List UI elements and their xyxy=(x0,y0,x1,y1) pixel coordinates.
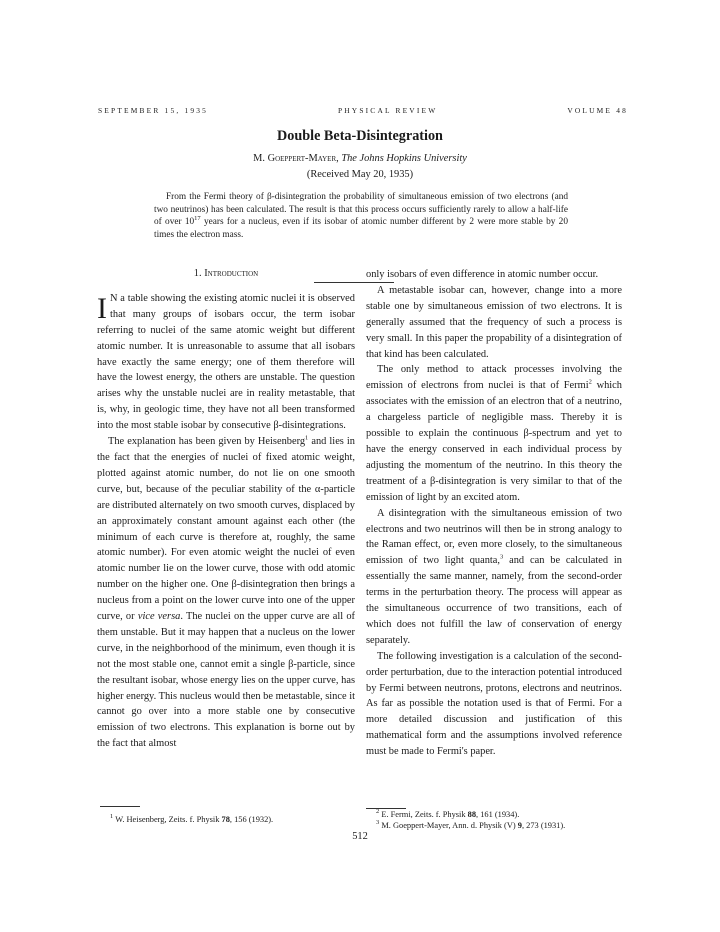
left-paragraph-1-text: N a table showing the existing atomic nuclei it is observed that many groups of isobars occur, the term isobar referring to nuclei of the same atomic weight but different atomic number. It is unreasonable to assume that all isobars have exactly the same energy; one of them therefore will have the lowest energy, the others are unstable. The question arises why the unstable nuclei are in reality metastable, that is, why, in geologic time, they have not all been transformed into the most stable isobar by consecutive β-disintegrations. xyxy=(97,292,355,432)
page-number: 512 xyxy=(352,831,368,842)
right-paragraph-3 xyxy=(366,506,622,649)
footnote-3 xyxy=(366,820,622,831)
right-p3-text-b: and can be calculated in essentially the same manner, namely, from the second-order terms in the perturbation theory. The process will appear as the simultaneous occurrence of two transitions, each of which does not fulfill the law of conservation of energy separately. xyxy=(366,555,622,646)
footnote-2-number: 2 xyxy=(376,808,380,816)
drop-cap: I xyxy=(97,291,107,325)
footnote-2 xyxy=(366,809,622,820)
right-paragraph-0: only isobars of even difference in atomic number occur. xyxy=(366,269,599,280)
author-affiliation: The Johns Hopkins University xyxy=(341,153,467,164)
paper-title: Double Beta-Disintegration xyxy=(277,128,443,144)
footnote-1-rest: , 156 (1932). xyxy=(229,815,274,824)
left-column xyxy=(97,266,355,752)
footnote-2-volume: 88 xyxy=(467,810,477,819)
header-journal: PHYSICAL REVIEW xyxy=(337,106,438,115)
abstract-exponent: 17 xyxy=(194,215,201,223)
left-p2-text-a: The explanation has been given by Heisenberg xyxy=(108,436,306,448)
footnote-1-number: 1 xyxy=(110,813,114,821)
left-p2-text-c: . The nuclei on the upper curve are all of them unstable. But it may happen that a nucleus on the lower curve, in the neighborhood of the minimum, even though it is not the most stable one, cannot emit a single β-particle, since the resultant isobar, whose energy lies on the upper curve, has higher energy. This nucleus would then be metastable, since it cannot go over into a more stable one by consecutive emission of two electrons. This explanation is borne out by the fact that almost xyxy=(97,611,356,750)
right-paragraph-2 xyxy=(366,362,622,505)
footnote-2-text: E. Fermi, Zeits. f. Physik xyxy=(379,810,468,819)
section-number: 1. xyxy=(193,268,205,279)
footnote-rule-left xyxy=(100,806,140,807)
left-p2-text-b: and lies in the fact that the energies of nuclei of fixed atomic weight, plotted against atomic number, do not lie on one smooth curve, but, because of the peculiar stability of the α-particle are distributed alternately on two smooth curves, displaced by an approximately constant amount against each other (the minimum of each curve is therefore at, roughly, the same atomic number). For even atomic weight the nuclei of even atomic number lie on the lower curve, those with odd atomic number on the higher one. One β-disintegration then brings a nucleus from a point on the lower curve into one of the upper curve, or xyxy=(97,436,355,623)
right-p2-text-b: which associates with the emission of an electron that of a neutrino, a chargeless particle of negligible mass. Thereby it is possible to explain the continuous β-spectrum and yet to have the energy conserved in each individual process by adjusting the momentum of the neutrino. In this theory the treatment of a β-disintegration is very similar to that of the emission of light by an excited atom. xyxy=(366,380,622,503)
footnote-3-volume: 9 xyxy=(517,821,522,830)
abstract xyxy=(154,191,568,241)
right-p2-text-a: The only method to attack processes involving the emission of electrons from nuclei is that of Fermi xyxy=(366,364,622,392)
footnote-right xyxy=(366,808,622,831)
footnote-2-rest: , 161 (1934). xyxy=(476,810,520,819)
right-p3-text-a: A disintegration with the simultaneous emission of two electrons and two neutrinos will then be in strong analogy to the Raman effect, or, even more closely, to the simultaneous emission of two light quanta, xyxy=(366,507,622,567)
abstract-text-2: years for a nucleus, even if its isobar of atomic number different by 2 were more stable by 20 times the electron mass. xyxy=(154,217,568,240)
footnote-3-rest: , 273 (1931). xyxy=(521,821,566,830)
footnote-3-number: 3 xyxy=(376,819,380,827)
footnote-left xyxy=(100,806,358,824)
footnote-3-text: M. Goeppert-Mayer, Ann. d. Physik (V) xyxy=(379,821,518,830)
author-line: M. Goeppert-Mayer, The Johns Hopkins University xyxy=(253,153,467,164)
abstract-text-1: From the Fermi theory of β-disintegration the probability of simultaneous emission of two electrons (and two neutrinos) has been calculated. The result is that this process occurs sufficiently rarely to allow a half-life of over 10 xyxy=(154,192,568,228)
footnote-1-volume: 78 xyxy=(221,815,230,824)
footnote-1 xyxy=(100,815,358,824)
footnote-ref-2[interactable]: 2 xyxy=(588,378,592,386)
footnote-1-text: W. Heisenberg, Zeits. f. Physik xyxy=(113,815,222,824)
section-title: Introduction xyxy=(204,268,259,279)
right-column xyxy=(366,267,622,760)
left-paragraph-2 xyxy=(97,434,355,752)
author-name: M. Goeppert-Mayer xyxy=(253,153,337,164)
header-volume: VOLUME 48 xyxy=(567,106,628,115)
left-p2-italic: vice versa xyxy=(137,611,181,623)
footnote-ref-1[interactable]: 1 xyxy=(305,434,309,442)
right-paragraph-4: The following investigation is a calculation of the second-order perturbation, due to the interaction potential introduced by Fermi between neutrons, protons, electrons and neutrinos. As far as possible the notation used is that of Fermi. For a more detailed discussion and justification of this mathematical form and the assumptions involved reference must be made to Fermi's paper. xyxy=(366,650,622,758)
running-head xyxy=(98,106,628,115)
section-heading xyxy=(97,266,355,282)
footnote-ref-3[interactable]: 3 xyxy=(500,553,504,561)
header-date: SEPTEMBER 15, 1935 xyxy=(98,106,209,115)
received-date: (Received May 20, 1935) xyxy=(306,169,414,180)
right-paragraph-1: A metastable isobar can, however, change into a more stable one by simultaneous emission of two electrons. It is generally assumed that the frequency of such a process is very small. In this paper the propability of a disintegration of that kind has been calculated. xyxy=(366,284,622,360)
left-paragraph-1 xyxy=(97,291,355,434)
